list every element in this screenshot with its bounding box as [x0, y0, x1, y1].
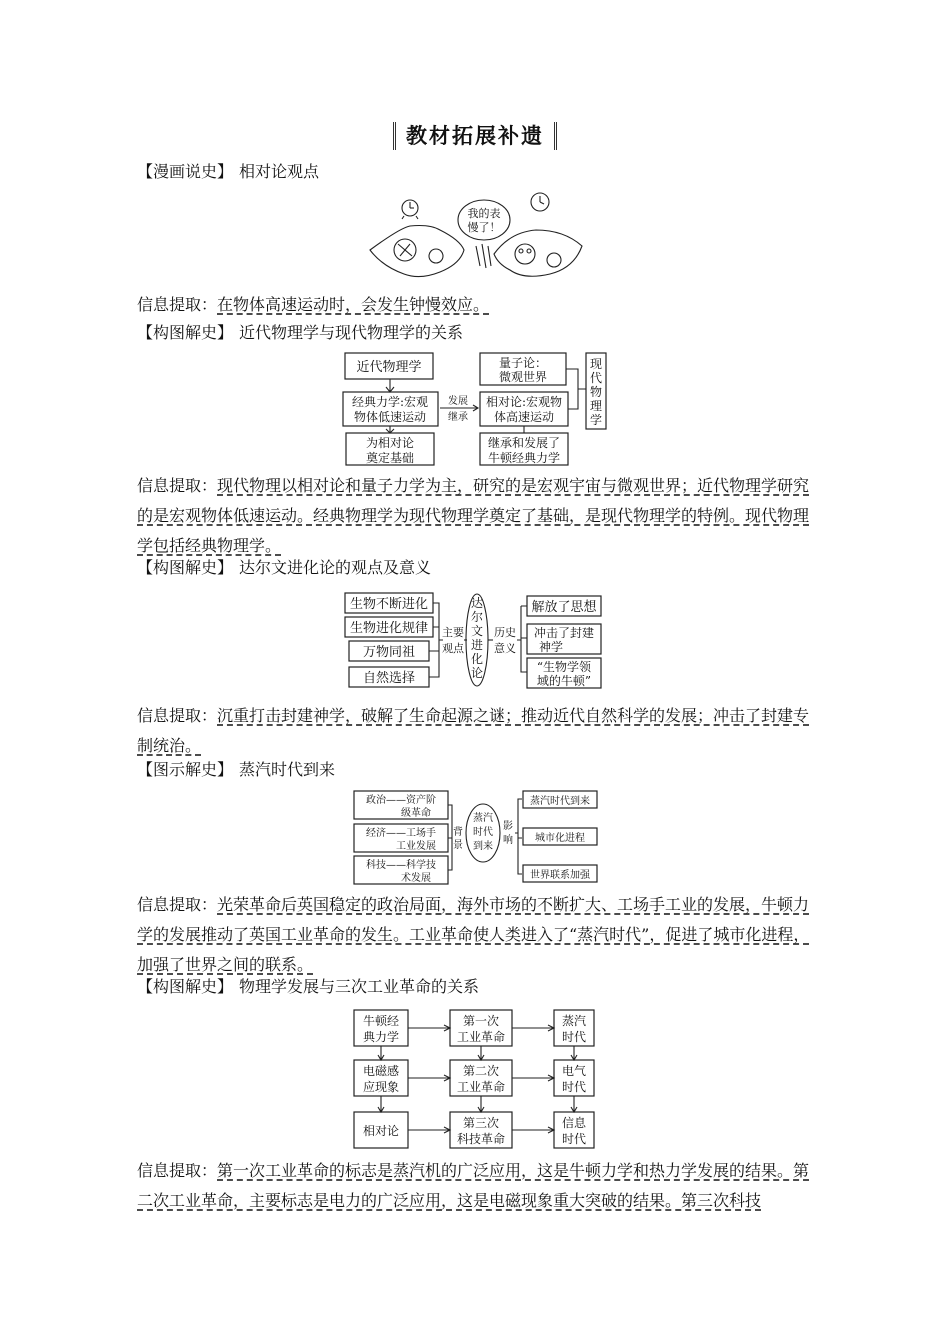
info-block-2 — [137, 471, 817, 561]
svg-text:奠定基础: 奠定基础 — [365, 451, 415, 465]
alarm-clock-icon — [402, 200, 418, 219]
svg-text:相对论:宏观物: 相对论:宏观物 — [485, 395, 563, 409]
svg-text:域的牛顿”: 域的牛顿” — [536, 674, 592, 688]
info-block-3 — [137, 701, 817, 761]
svg-text:神学: 神学 — [538, 640, 564, 654]
svg-text:意义: 意义 — [494, 642, 516, 655]
page-heading: 教材拓展补遗 — [0, 122, 950, 150]
svg-text:生物进化规律: 生物进化规律 — [349, 621, 429, 636]
svg-text:历史: 历史 — [494, 626, 516, 639]
section-tag: 【构图解史】 — [137, 558, 234, 577]
section-steam-header — [137, 758, 335, 782]
svg-text:近代物理学: 近代物理学 — [356, 360, 422, 375]
svg-text:时代: 时代 — [561, 1030, 587, 1044]
svg-text:万物同祖: 万物同祖 — [362, 645, 416, 660]
svg-text:蒸汽: 蒸汽 — [473, 813, 493, 824]
svg-text:发展: 发展 — [448, 396, 468, 407]
svg-text:电磁感: 电磁感 — [362, 1064, 400, 1078]
svg-text:经典力学:宏观: 经典力学:宏观 — [351, 395, 429, 409]
svg-text:达: 达 — [470, 596, 484, 610]
alarm-clock-icon — [531, 193, 549, 211]
svg-text:到来: 到来 — [473, 841, 493, 852]
section-industrial-header — [137, 975, 479, 999]
svg-text:响: 响 — [503, 835, 513, 846]
svg-text:经济——工场手: 经济——工场手 — [366, 828, 436, 839]
svg-text:冲击了封建: 冲击了封建 — [533, 626, 595, 640]
section-comic-header — [137, 160, 319, 184]
section-title: 近代物理学与现代物理学的关系 — [239, 323, 464, 342]
info-text: 现代物理以相对论和量子力学为主，研究的是宏观宇宙与微观世界；近代物理学研究的是宏观物体低速运动。经典物理学为现代物理学奠定了基础，是现代物理学的特例。现代物理学包括经典物理学。 — [137, 476, 810, 555]
info-label: 信息提取： — [137, 706, 218, 725]
svg-text:科技革命: 科技革命 — [456, 1132, 506, 1146]
svg-text:继承: 继承 — [448, 412, 468, 423]
planet-left — [370, 226, 464, 277]
svg-text:工业革命: 工业革命 — [456, 1080, 506, 1094]
section-title: 物理学发展与三次工业革命的关系 — [239, 977, 480, 996]
planet-right — [494, 230, 582, 276]
svg-text:相对论: 相对论 — [362, 1124, 400, 1138]
svg-text:影: 影 — [503, 821, 513, 832]
svg-text:景: 景 — [453, 840, 463, 851]
svg-text:政治——资产阶: 政治——资产阶 — [366, 795, 436, 806]
svg-text:为相对论: 为相对论 — [365, 436, 415, 450]
svg-text:进: 进 — [470, 638, 484, 652]
industrial-revolution-diagram — [352, 1008, 602, 1152]
svg-text:量子论：: 量子论： — [498, 356, 548, 370]
svg-text:典力学: 典力学 — [362, 1030, 400, 1044]
relativity-comic — [360, 188, 590, 288]
svg-text:背: 背 — [453, 827, 463, 838]
svg-text:城市化进程: 城市化进程 — [535, 833, 585, 844]
info-label: 信息提取： — [137, 295, 218, 314]
info-text: 沉重打击封建神学，破解了生命起源之谜；推动近代自然科学的发展；冲击了封建专制统治。 — [137, 706, 810, 755]
info-label: 信息提取： — [137, 895, 218, 914]
svg-text:工业发展: 工业发展 — [396, 841, 436, 852]
svg-text:第一次: 第一次 — [462, 1014, 500, 1028]
svg-text:蒸汽: 蒸汽 — [561, 1014, 587, 1028]
section-title: 达尔文进化论的观点及意义 — [239, 558, 432, 577]
svg-text:电气: 电气 — [561, 1064, 587, 1078]
svg-text:术发展: 术发展 — [401, 873, 431, 884]
section-darwin-header — [137, 556, 431, 580]
section-tag: 【漫画说史】 — [137, 162, 234, 181]
svg-text:微观世界: 微观世界 — [498, 370, 548, 384]
svg-text:应现象: 应现象 — [362, 1080, 400, 1094]
info-label: 信息提取： — [137, 1161, 218, 1180]
svg-text:世界联系加强: 世界联系加强 — [530, 870, 590, 881]
svg-text:级革命: 级革命 — [401, 808, 431, 819]
svg-text:主要: 主要 — [442, 626, 464, 639]
section-title: 相对论观点 — [239, 162, 320, 181]
info-text: 在物体高速运动时，会发生钟慢效应。 — [217, 295, 490, 314]
svg-text:时代: 时代 — [561, 1080, 587, 1094]
svg-text:蒸汽时代到来: 蒸汽时代到来 — [530, 796, 590, 807]
svg-text:时代: 时代 — [561, 1132, 587, 1146]
svg-text:牛顿经典力学: 牛顿经典力学 — [487, 451, 561, 465]
section-title: 蒸汽时代到来 — [239, 760, 336, 779]
speech-bubble — [458, 200, 510, 240]
svg-text:论: 论 — [470, 666, 484, 680]
svg-text:尔: 尔 — [470, 610, 484, 624]
svg-text:代: 代 — [589, 371, 603, 385]
info-block-5 — [137, 1156, 817, 1216]
steam-age-diagram — [352, 788, 602, 888]
info-block-1 — [137, 290, 817, 320]
svg-text:继承和发展了: 继承和发展了 — [487, 436, 561, 450]
svg-text:牛顿经: 牛顿经 — [362, 1014, 400, 1028]
svg-text:文: 文 — [470, 624, 484, 638]
svg-text:化: 化 — [470, 652, 484, 666]
svg-text:第二次: 第二次 — [462, 1064, 500, 1078]
svg-text:观点: 观点 — [442, 642, 464, 655]
info-block-4 — [137, 890, 817, 980]
darwin-diagram — [343, 590, 605, 690]
svg-text:“生物学领: “生物学领 — [536, 660, 592, 674]
svg-text:时代: 时代 — [473, 827, 493, 838]
info-label: 信息提取： — [137, 476, 218, 495]
svg-text:科技——科学技: 科技——科学技 — [366, 860, 436, 871]
svg-text:信息: 信息 — [561, 1116, 587, 1130]
svg-text:理: 理 — [589, 399, 603, 413]
svg-text:第三次: 第三次 — [462, 1116, 500, 1130]
bubble-line-1: 我的表 — [467, 207, 501, 220]
section-physics-header — [137, 321, 463, 345]
svg-text:现: 现 — [589, 357, 603, 371]
svg-text:物体低速运动: 物体低速运动 — [353, 410, 427, 424]
svg-text:解放了思想: 解放了思想 — [531, 600, 597, 615]
svg-text:体高速运动: 体高速运动 — [493, 410, 555, 424]
bubble-line-2: 慢了！ — [467, 221, 501, 234]
svg-text:工业革命: 工业革命 — [456, 1030, 506, 1044]
svg-text:生物不断进化: 生物不断进化 — [349, 597, 429, 612]
section-tag: 【构图解史】 — [137, 323, 234, 342]
section-tag: 【构图解史】 — [137, 977, 234, 996]
section-tag: 【图示解史】 — [137, 760, 234, 779]
svg-text:物: 物 — [589, 385, 603, 399]
info-text: 光荣革命后英国稳定的政治局面，海外市场的不断扩大、工场手工业的发展，牛顿力学的发展推动了英国工业革命的发生。工业革命使人类进入了“蒸汽时代”，促进了城市化进程，加强了世界之间的联系。 — [137, 895, 810, 974]
info-text: 第一次工业革命的标志是蒸汽机的广泛应用，这是牛顿力学和热力学发展的结果。第二次工业革命，主要标志是电力的广泛应用，这是电磁现象重大突破的结果。第三次科技 — [137, 1161, 810, 1210]
physics-relation-diagram — [340, 350, 615, 468]
svg-text:学: 学 — [589, 413, 603, 427]
svg-text:自然选择: 自然选择 — [362, 671, 416, 686]
